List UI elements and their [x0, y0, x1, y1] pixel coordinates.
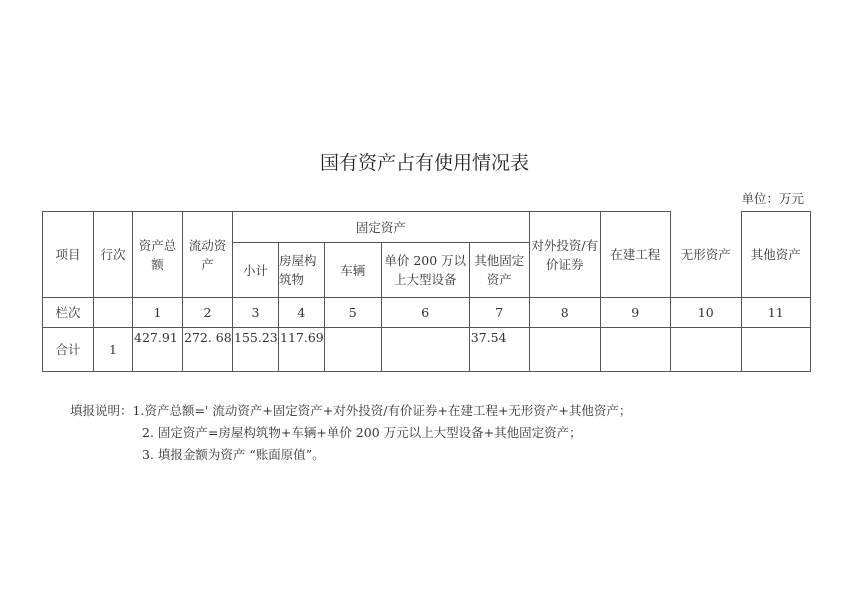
total-value-cell [741, 328, 810, 372]
header-fixed: 固定资产 [233, 212, 530, 243]
header-subtotal: 小计 [233, 243, 279, 298]
total-value-cell [600, 328, 670, 372]
column-number: 11 [741, 298, 810, 328]
empty-cell [94, 298, 133, 328]
filling-notes [70, 400, 631, 466]
total-value-cell: 155.23 [233, 328, 279, 372]
header-other-fixed: 其他固定资产 [469, 243, 529, 298]
header-row-no: 行次 [94, 212, 133, 298]
total-value-cell: 37.54 [469, 328, 529, 372]
header-construction: 在建工程 [600, 212, 670, 298]
column-number: 8 [529, 298, 600, 328]
total-row-no: 1 [94, 328, 133, 372]
header-total: 资产总额 [133, 212, 183, 298]
header-item: 项目 [43, 212, 94, 298]
total-value-cell: 427.91 [133, 328, 183, 372]
column-number: 3 [233, 298, 279, 328]
total-value-cell: 117.69 [279, 328, 325, 372]
note-2: 2. 固定资产=房屋构筑物+车辆+单价 200 万元以上大型设备+其他固定资产； [142, 425, 582, 440]
asset-table [42, 211, 811, 372]
header-vehicles: 车辆 [324, 243, 381, 298]
column-number: 7 [469, 298, 529, 328]
header-investment: 对外投资/有价证券 [529, 212, 600, 298]
total-value-cell [324, 328, 381, 372]
header-buildings: 房屋构筑物 [279, 243, 325, 298]
header-current: 流动资产 [183, 212, 233, 298]
note-1: 1.资产总额=' 流动资产+固定资产+对外投资/有价证券+在建工程+无形资产+其他资产； [132, 403, 632, 418]
total-value-cell [529, 328, 600, 372]
page-title: 国有资产占有使用情况表 [319, 152, 529, 174]
column-number: 2 [183, 298, 233, 328]
column-row-label: 栏次 [43, 298, 94, 328]
header-other: 其他资产 [741, 212, 810, 298]
total-value-cell [670, 328, 741, 372]
note-3: 3. 填报金额为资产 “账面原值”。 [142, 447, 325, 462]
notes-prefix: 填报说明： [70, 403, 133, 418]
header-equipment: 单价 200 万以上大型设备 [381, 243, 469, 298]
column-number: 6 [381, 298, 469, 328]
column-number: 5 [324, 298, 381, 328]
column-number: 1 [133, 298, 183, 328]
total-row-label: 合计 [43, 328, 94, 372]
total-value-cell: 272. 68 [183, 328, 233, 372]
column-number: 10 [670, 298, 741, 328]
header-intangible: 无形资产 [670, 212, 741, 298]
column-number: 4 [279, 298, 325, 328]
total-value-cell [381, 328, 469, 372]
column-number: 9 [600, 298, 670, 328]
unit-label: 单位：万元 [741, 191, 804, 206]
